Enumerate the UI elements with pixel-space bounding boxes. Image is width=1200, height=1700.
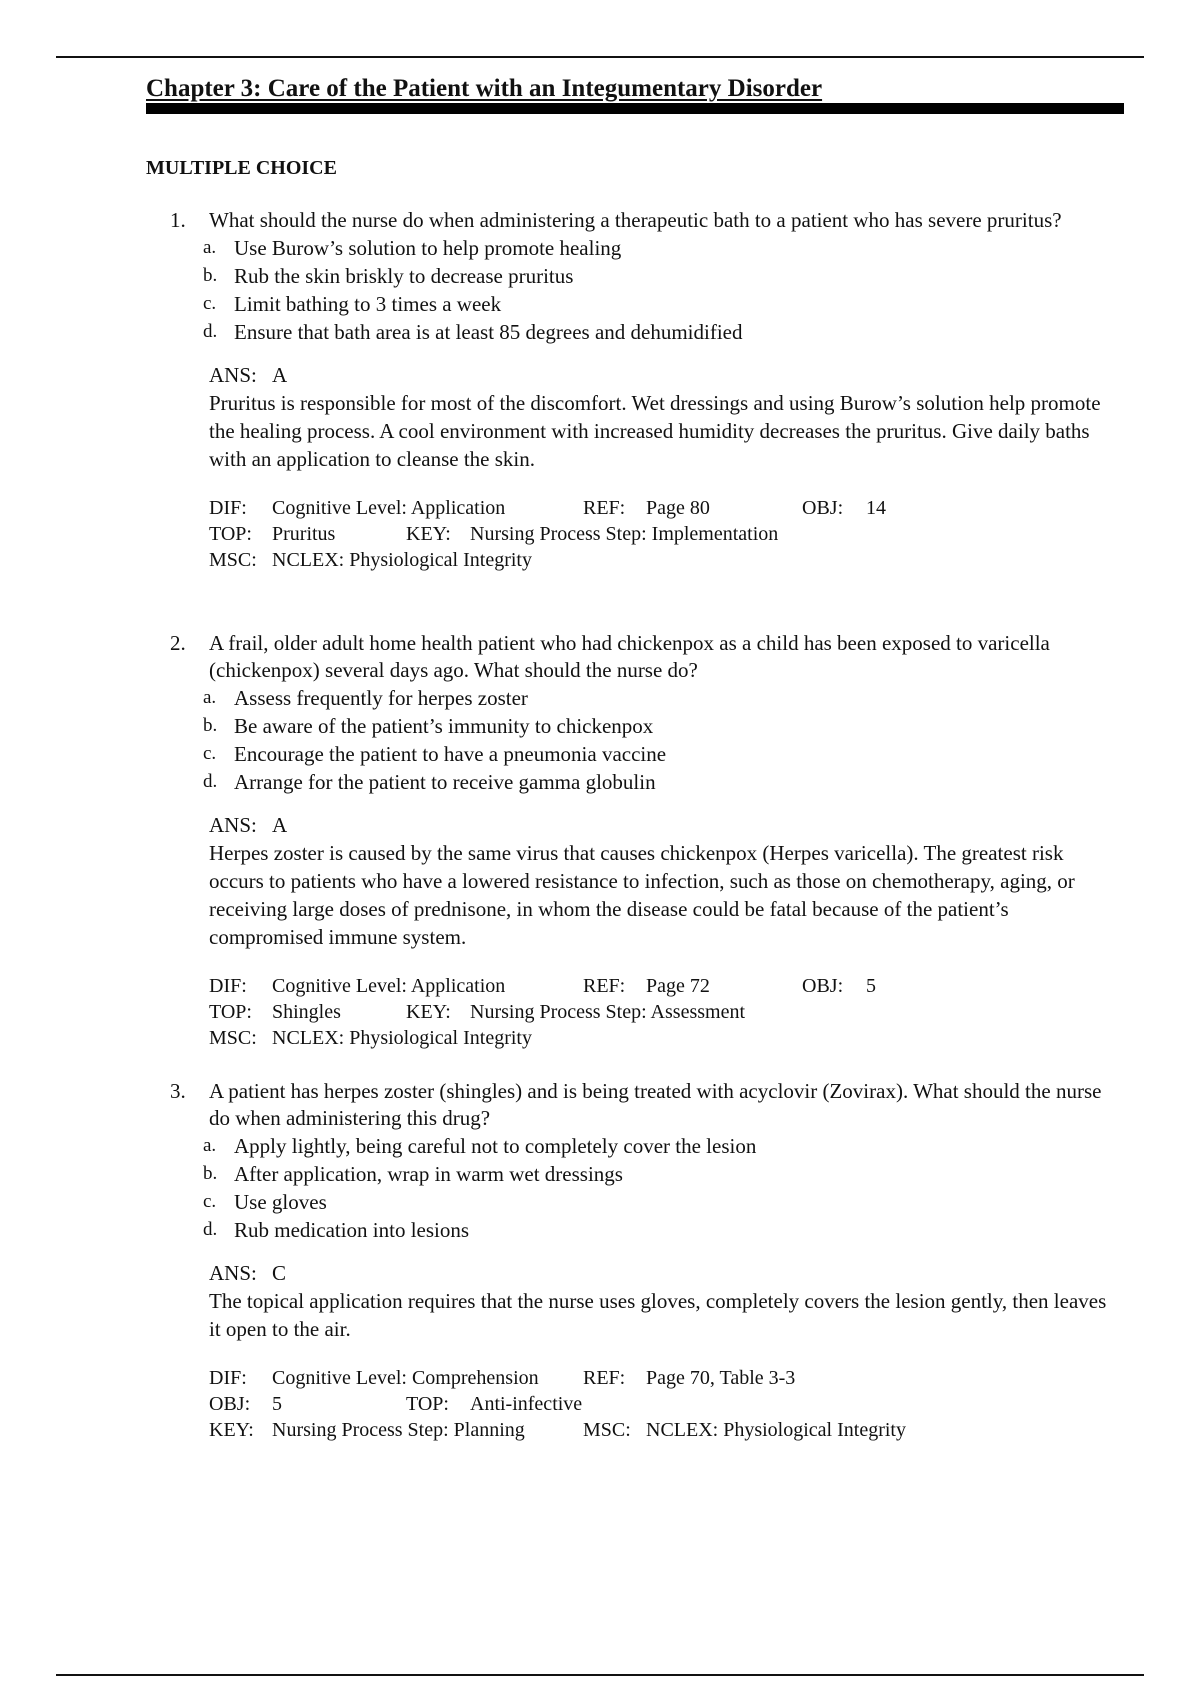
option-a: a. Assess frequently for herpes zoster: [203, 686, 528, 710]
objective: 5: [272, 1393, 282, 1415]
msc: NCLEX: Physiological Integrity: [272, 1027, 532, 1049]
key: Nursing Process Step: Planning: [272, 1419, 525, 1441]
reference: Page 70, Table 3-3: [646, 1367, 796, 1389]
answer-line: ANS: C: [209, 1261, 287, 1285]
objective: 5: [866, 975, 876, 997]
option-b: b. Rub the skin briskly to decrease pruritus: [203, 264, 574, 288]
question-number: 3.: [170, 1079, 186, 1103]
answer-line: ANS: A: [209, 813, 288, 837]
question-stem: [170, 630, 1120, 684]
question-stem: [170, 207, 1120, 234]
question-text: A patient has herpes zoster (shingles) and is being treated with acyclovir (Zovirax). What should the nurse do when administering this drug?: [209, 1079, 1102, 1130]
difficulty: Cognitive Level: Application: [272, 975, 506, 997]
options-list: [203, 234, 1120, 346]
objective: 14: [866, 497, 886, 519]
title-bar: [146, 103, 1124, 114]
answer-block: [209, 812, 1120, 1051]
rationale: The topical application requires that the nurse uses gloves, completely covers the lesion gently, then leaves it open to the air.: [209, 1289, 1107, 1341]
bottom-rule: [56, 1674, 1144, 1676]
question-stem: [170, 1078, 1120, 1132]
option-c: c. Use gloves: [203, 1190, 327, 1214]
option-b: b. Be aware of the patient’s immunity to chickenpox: [203, 714, 654, 738]
answer-value: A: [272, 813, 288, 837]
reference: Page 80: [646, 497, 710, 519]
key: Nursing Process Step: Assessment: [470, 1001, 745, 1023]
reference: Page 72: [646, 975, 710, 997]
topic: Anti-infective: [470, 1393, 583, 1415]
option-c: c. Encourage the patient to have a pneumonia vaccine: [203, 742, 667, 766]
answer-line: ANS: A: [209, 363, 288, 387]
option-c: c. Limit bathing to 3 times a week: [203, 292, 502, 316]
option-a: a. Use Burow’s solution to help promote healing: [203, 236, 622, 260]
option-d: d. Ensure that bath area is at least 85 degrees and dehumidified: [203, 320, 743, 344]
answer-block: [209, 1260, 1120, 1443]
key: Nursing Process Step: Implementation: [470, 523, 779, 545]
difficulty: Cognitive Level: Comprehension: [272, 1367, 539, 1389]
question-text: What should the nurse do when administering a therapeutic bath to a patient who has severe pruritus?: [209, 208, 1062, 232]
options-list: [203, 1132, 1120, 1244]
metadata: DIF: Cognitive Level: Application REF: Page 80 OBJ: 14 TOP: Pruritus KEY: Nursing Process Step: Implementation MSC: NCLEX: Physiological Integrity: [209, 497, 886, 571]
options-list: [203, 684, 1120, 796]
msc: NCLEX: Physiological Integrity: [646, 1419, 906, 1441]
option-b: b. After application, wrap in warm wet dressings: [203, 1162, 623, 1186]
msc: NCLEX: Physiological Integrity: [272, 549, 532, 571]
rationale: Herpes zoster is caused by the same virus that causes chickenpox (Herpes varicella). The greatest risk occurs to patients who have a lowered resistance to infection, such as those on chemotherapy, aging, or receiving large doses of prednisone, in whom the disease could be fatal because of the patient’s compromised immune system.: [209, 841, 1075, 949]
option-d: d. Arrange for the patient to receive gamma globulin: [203, 770, 656, 794]
question-text: A frail, older adult home health patient who had chickenpox as a child has been exposed to varicella (chickenpox) several days ago. What should the nurse do?: [209, 631, 1050, 682]
question-number: 1.: [170, 208, 186, 232]
answer-block: [209, 362, 1120, 573]
question-2: [170, 630, 1120, 1051]
question-1: [170, 207, 1120, 573]
metadata: DIF: Cognitive Level: Comprehension REF: Page 70, Table 3-3 OBJ: 5 TOP: Anti-infective KEY: Nursing Process Step: Planning MSC: NCLEX: Physiological Integrity: [209, 1367, 906, 1441]
answer-value: A: [272, 363, 288, 387]
question-3: [170, 1078, 1120, 1443]
difficulty: Cognitive Level: Application: [272, 497, 506, 519]
metadata: DIF: Cognitive Level: Application REF: Page 72 OBJ: 5 TOP: Shingles KEY: Nursing Process Step: Assessment MSC: NCLEX: Physiological Integrity: [209, 975, 876, 1049]
option-a: a. Apply lightly, being careful not to completely cover the lesion: [203, 1134, 757, 1158]
section-heading: MULTIPLE CHOICE: [146, 157, 337, 179]
top-rule: [56, 56, 1144, 58]
topic: Shingles: [272, 1001, 341, 1023]
rationale: Pruritus is responsible for most of the discomfort. Wet dressings and using Burow’s solution help promote the healing process. A cool environment with increased humidity decreases the pruritus. Give daily baths with an application to cleanse the skin.: [209, 391, 1101, 471]
question-number: 2.: [170, 631, 186, 655]
answer-value: C: [272, 1261, 287, 1285]
chapter-title: Chapter 3: Care of the Patient with an Integumentary Disorder: [146, 75, 823, 102]
option-d: d. Rub medication into lesions: [203, 1218, 470, 1242]
topic: Pruritus: [272, 523, 336, 545]
